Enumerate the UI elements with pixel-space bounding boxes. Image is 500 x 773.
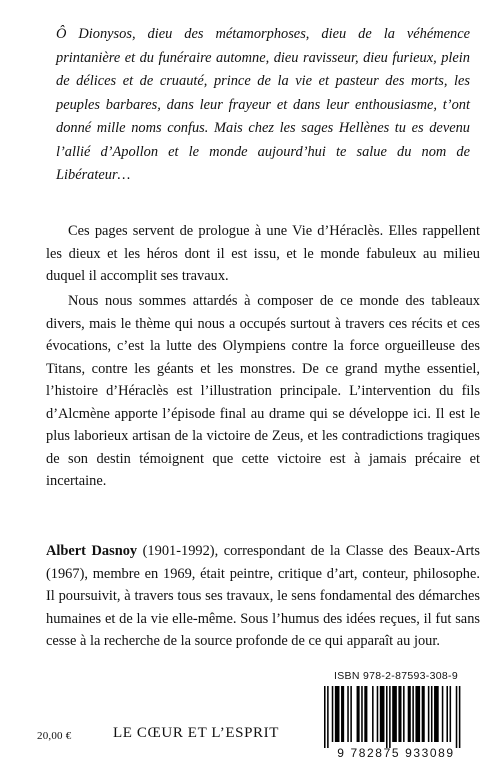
paragraph-text: Nous nous sommes attardés à composer de ce monde des tableaux divers, mais le thème qui nous a occupés surtout à travers ces récits et ces évocations, c’est la lutte des Olympiens contre la force orgueilleuse des Titans, contre les géants et les monstres. De ce grand mythe essentiel, l’histoire d’Héraclès est l’illustration principale. L’intervention du fils d’Alcmène apporte l’épisode final au drame qui se développe ici. Il est le plus laborieux artisan de la victoire de Zeus, et les contradictions tragiques de son destin témoignent que cette victoire est à jamais précaire et incertaine. (46, 293, 480, 489)
barcode-bar (350, 686, 352, 742)
barcode-bar (442, 686, 444, 742)
barcode-bar (341, 686, 344, 742)
theme-paragraph (46, 290, 480, 493)
barcode-bar (332, 686, 334, 742)
barcode-bar (324, 686, 326, 748)
barcode-bar (361, 686, 363, 742)
prologue-paragraph (46, 220, 480, 288)
barcode-bar (446, 686, 448, 742)
author-bio (46, 540, 480, 653)
bio-paragraph (46, 540, 480, 653)
barcode-bar (450, 686, 452, 742)
barcode-bar (403, 686, 405, 742)
barcode-bar (335, 686, 340, 742)
barcode-bar (412, 686, 414, 742)
author-name: Albert Dasnoy (46, 543, 138, 559)
barcode-bar (456, 686, 458, 748)
barcode-bar (459, 686, 461, 748)
footer (0, 670, 500, 770)
barcode-bar (408, 686, 411, 742)
barcode-bar (392, 686, 397, 742)
barcode-digits: 9 782875 933089 (337, 746, 455, 760)
barcode-bar (386, 686, 388, 748)
barcode-bar (357, 686, 360, 742)
paragraph-text: Ces pages servent de prologue à une Vie d’Héraclès. Elles rappellent les dieux et les héros dont il est issu, et le monde fabuleux au milieu duquel il accomplit ses travaux. (46, 223, 480, 284)
barcode-bar (428, 686, 430, 742)
barcode-bar (372, 686, 374, 742)
barcode-bar (327, 686, 329, 748)
barcode-bar (364, 686, 367, 742)
price: 20,00 € (37, 730, 72, 742)
epigraph: Ô Dionysos, dieu des métamorphoses, dieu de la véhémence printanière et du funéraire automne, dieu ravisseur, dieu furieux, plein de délices et de cruauté, prince de la vie et pasteur des morts, les peuples barbares, dans leur frayeur et dans leur enthousiasme, t’ont donné mille noms confus. Mais chez les sages Hellènes tu es devenu l’allié d’Apollon et le monde aujourd’hui te salue du nom de Libérateur… (56, 26, 470, 183)
barcode-bar (389, 686, 391, 748)
barcode-bar (431, 686, 433, 742)
barcode-bar (415, 686, 420, 742)
barcode-bar (422, 686, 425, 742)
bio-text: (1901-1992), correspondant de la Classe des Beaux-Arts (1967), membre en 1969, était peintre, critique d’art, conteur, philosophe. Il poursuivit, à travers tous ses travaux, le sens fondamental des démarches humaines et de la vie elle-même. Sous l’humus des idées reçues, il fut sans cesse à la recherche de la source profonde de ce qui apparaît au jour. (46, 543, 480, 649)
barcode-bar (347, 686, 349, 742)
publisher-collection: LE CŒUR ET L’ESPRIT (113, 725, 279, 741)
barcode-bar (434, 686, 439, 742)
barcode-block (316, 670, 476, 764)
barcode-bar (398, 686, 401, 742)
barcode-icon (324, 686, 468, 748)
isbn-label: ISBN 978-2-87593-308-9 (334, 670, 458, 682)
barcode-bar (380, 686, 385, 742)
barcode-bar (377, 686, 379, 742)
